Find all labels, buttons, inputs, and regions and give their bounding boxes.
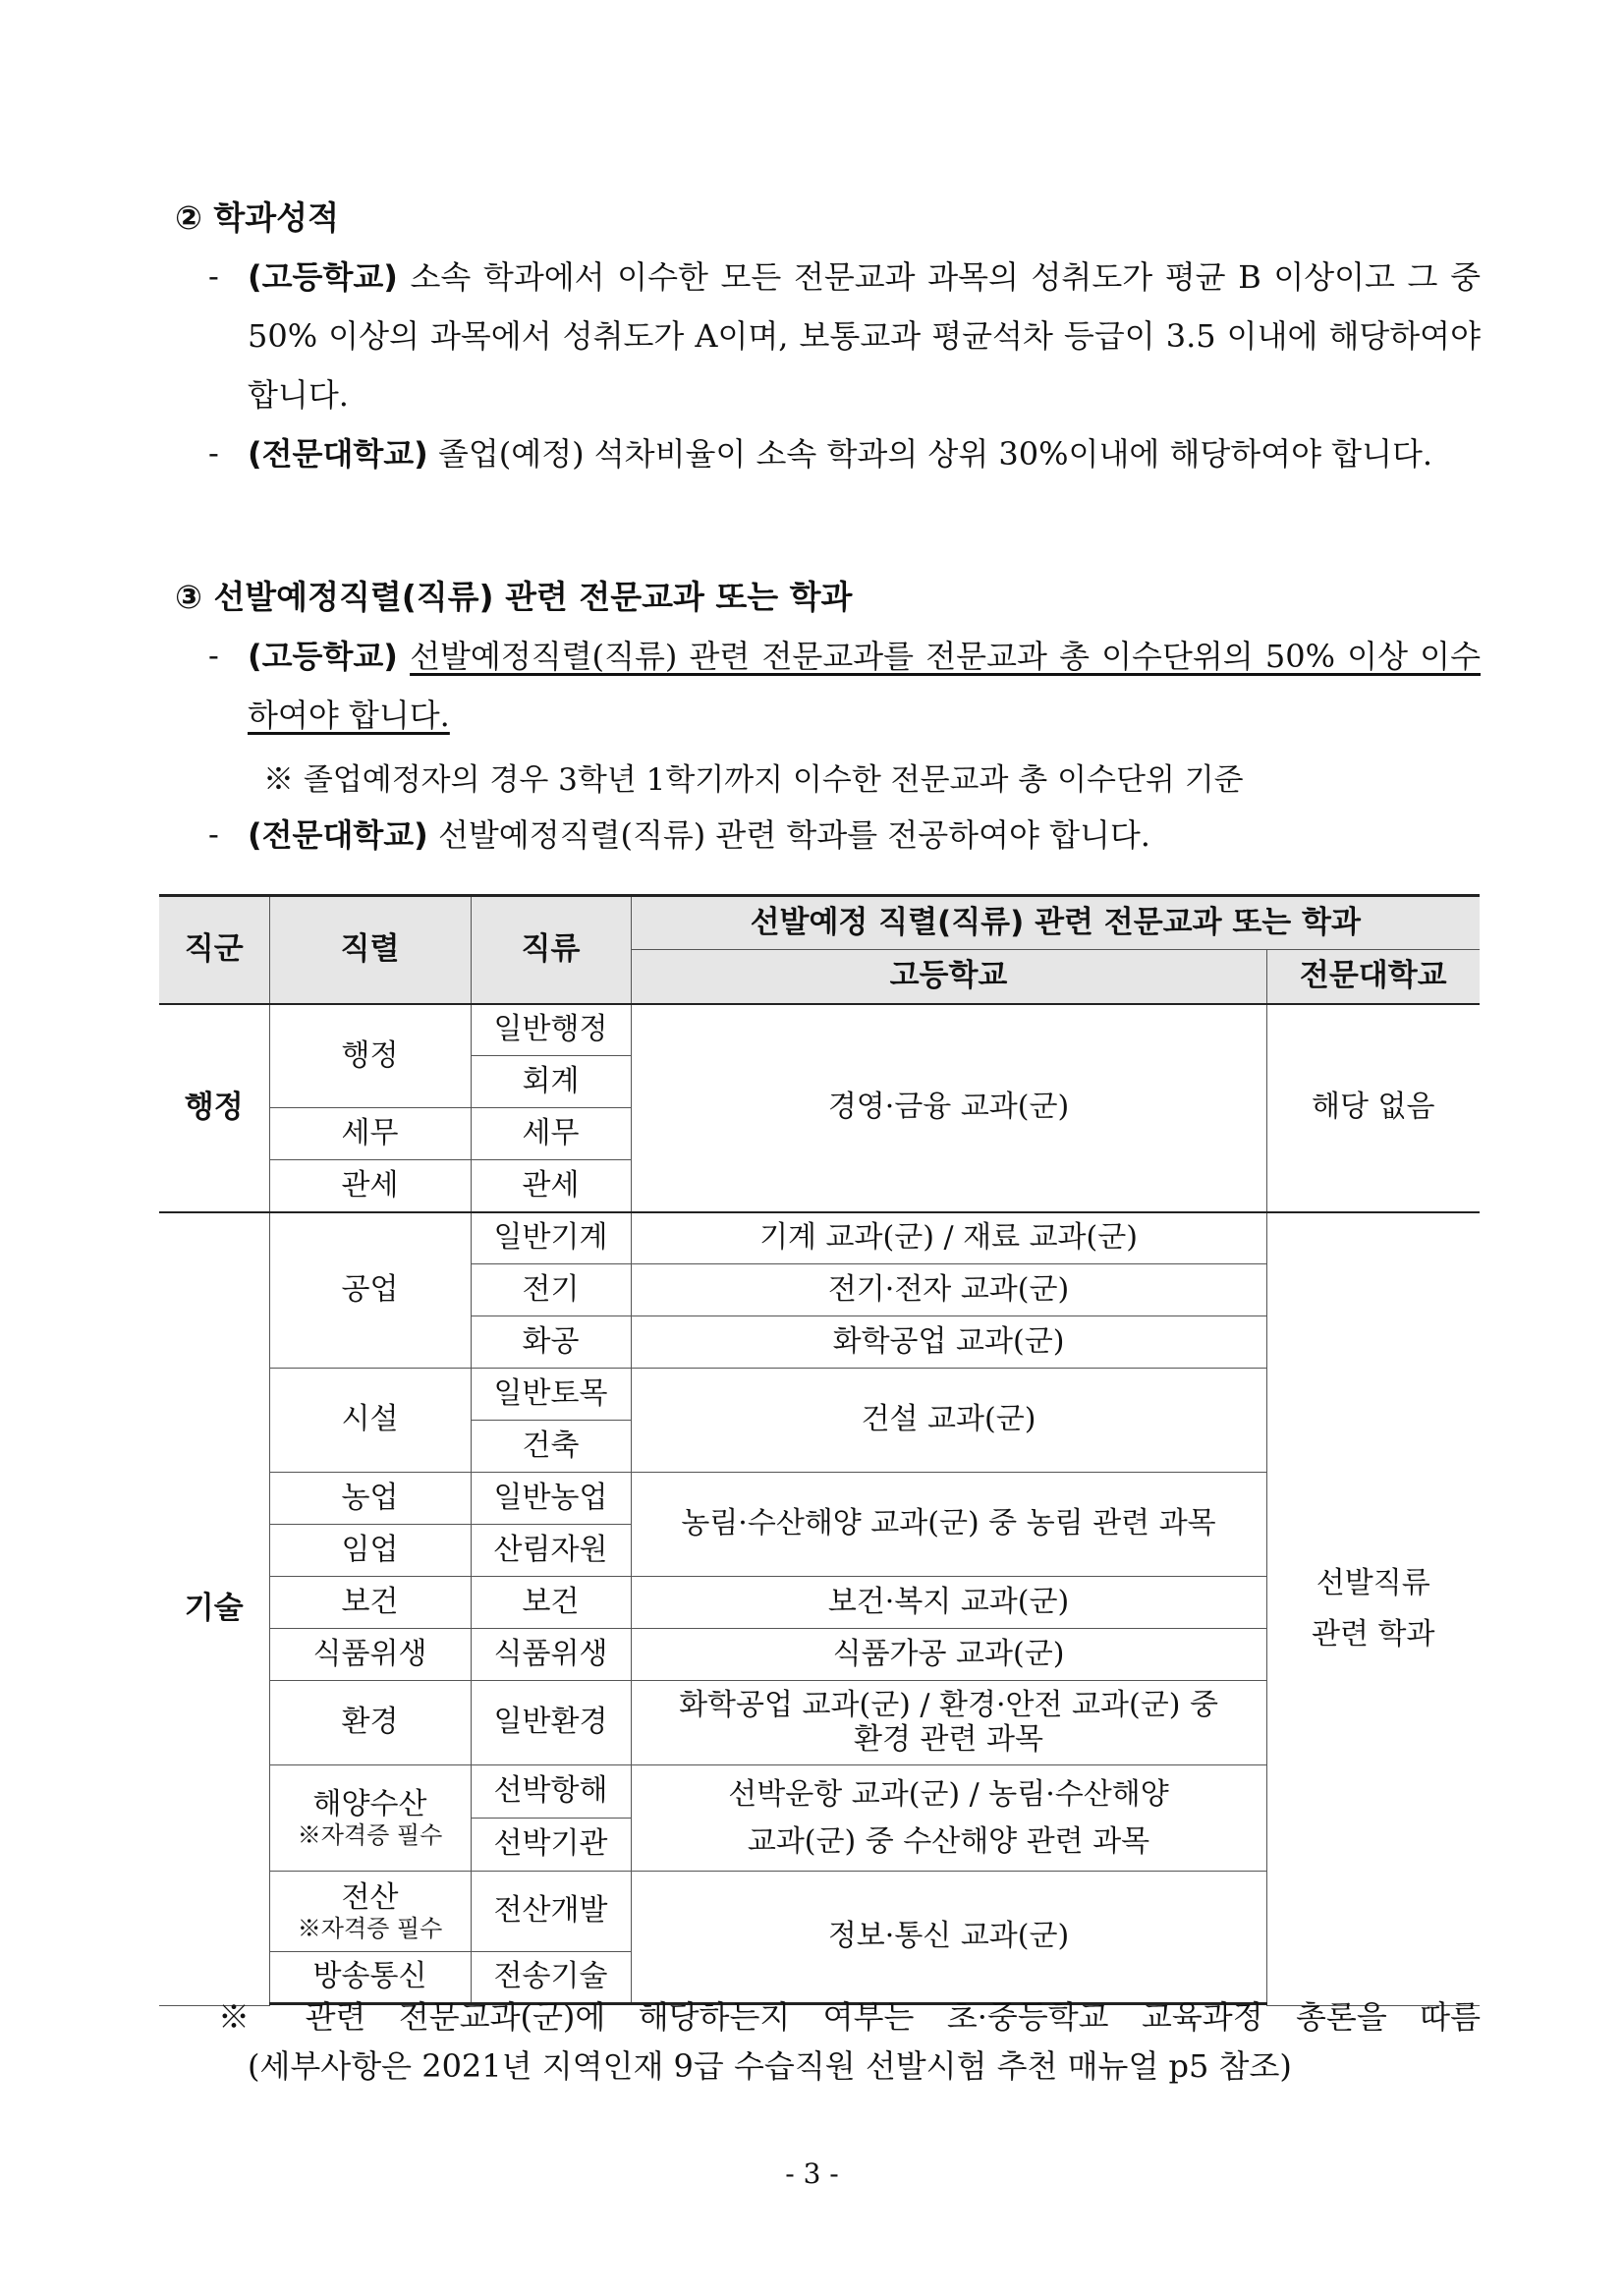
series-cell: 방송통신 (269, 1952, 471, 2004)
bullet-dash: - (208, 815, 219, 853)
series-cell: 임업 (269, 1525, 471, 1577)
highschool-line: 화학공업 교과(군) / 환경·안전 교과(군) 중 (679, 1688, 1218, 1722)
series-cell: 농업 (269, 1473, 471, 1525)
footnote-line-1: ※ 관련 전문교과(군)에 해당하는지 여부는 초·중등학교 교육과정 총론을 따름 (218, 1998, 1481, 2036)
bullet-dash: - (208, 637, 219, 674)
class-cell: 선박기관 (471, 1819, 631, 1872)
text-college-grades: 졸업(예정) 석차비율이 소속 학과의 상위 30%이내에 해당하여야 합니다. (427, 435, 1433, 473)
highschool-cell: 화학공업 교과(군) (631, 1316, 1266, 1369)
highschool-cell (631, 1765, 1266, 1872)
series-note: ※자격증 필수 (297, 1914, 443, 1942)
highschool-line: 환경 관련 과목 (854, 1721, 1043, 1757)
highschool-cell: 기계 교과(군) / 재료 교과(군) (631, 1212, 1266, 1264)
group-admin: 행정 (159, 1004, 269, 1212)
paragraph-college-related (248, 806, 1481, 865)
class-cell: 일반토목 (471, 1369, 631, 1421)
class-cell: 일반기계 (471, 1212, 631, 1264)
highschool-cell: 농림·수산해양 교과(군) 중 농림 관련 과목 (631, 1473, 1266, 1577)
class-cell: 건축 (471, 1421, 631, 1473)
section-heading-related: ③ 선발예정직렬(직류) 관련 전문교과 또는 학과 (175, 578, 853, 616)
series-label: 해양수산 (312, 1787, 427, 1822)
paragraph-highschool-related (248, 627, 1481, 745)
series-cell: 시설 (269, 1369, 471, 1473)
college-line: 관련 학과 (1312, 1616, 1435, 1651)
note-graduating: ※ 졸업예정자의 경우 3학년 1학기까지 이수한 전문교과 총 이수단위 기준 (263, 762, 1244, 798)
class-cell: 일반행정 (471, 1004, 631, 1056)
header-related: 선발예정 직렬(직류) 관련 전문교과 또는 학과 (631, 896, 1480, 950)
series-label: 전산 (341, 1880, 399, 1916)
paragraph-college-grades (248, 424, 1481, 483)
class-cell: 화공 (471, 1316, 631, 1369)
highschool-cell: 전기·전자 교과(군) (631, 1264, 1266, 1316)
series-cell: 관세 (269, 1160, 471, 1212)
class-cell: 보건 (471, 1577, 631, 1629)
series-note: ※자격증 필수 (297, 1820, 443, 1849)
college-cell: 해당 없음 (1266, 1004, 1480, 1212)
tag-college: (전문대학교) (248, 435, 428, 473)
class-cell: 회계 (471, 1056, 631, 1108)
bullet-dash: - (208, 257, 219, 295)
class-cell: 전송기술 (471, 1952, 631, 2004)
class-cell: 전기 (471, 1264, 631, 1316)
bullet-dash: - (208, 434, 219, 472)
series-cell: 환경 (269, 1681, 471, 1765)
series-cell: 공업 (269, 1212, 471, 1369)
highschool-cell (631, 1681, 1266, 1765)
series-cell: 세무 (269, 1108, 471, 1160)
group-tech: 기술 (159, 1212, 269, 2006)
class-cell: 식품위생 (471, 1629, 631, 1681)
class-cell: 전산개발 (471, 1872, 631, 1952)
highschool-line: 선박운항 교과(군) / 농림·수산해양 (728, 1776, 1169, 1812)
highschool-line: 교과(군) 중 수산해양 관련 과목 (747, 1823, 1150, 1859)
header-series: 직렬 (269, 896, 471, 1004)
underlined-requirement: 선발예정직렬(직류) 관련 전문교과를 전문교과 총 이수단위의 50% 이상 이수하여야 합니다. (248, 638, 1481, 734)
highschool-cell: 보건·복지 교과(군) (631, 1577, 1266, 1629)
class-cell: 일반농업 (471, 1473, 631, 1525)
tag-highschool: (고등학교) (248, 638, 398, 675)
series-cell (269, 1765, 471, 1872)
footnote (218, 1992, 1481, 2091)
highschool-cell: 정보·통신 교과(군) (631, 1872, 1266, 2004)
header-highschool: 고등학교 (631, 950, 1266, 1004)
tag-highschool: (고등학교) (248, 258, 398, 296)
class-cell: 관세 (471, 1160, 631, 1212)
series-cell: 보건 (269, 1577, 471, 1629)
highschool-cell: 식품가공 교과(군) (631, 1629, 1266, 1681)
header-college: 전문대학교 (1266, 950, 1480, 1004)
series-cell: 식품위생 (269, 1629, 471, 1681)
page-number: - 3 - (785, 2157, 839, 2190)
footnote-line-2: (세부사항은 2021년 지역인재 9급 수습직원 선발시험 추천 매뉴얼 p5 참조) (248, 2047, 1292, 2085)
text-highschool-grades: 소속 학과에서 이수한 모든 전문교과 과목의 성취도가 평균 B 이상이고 그 중 50% 이상의 과목에서 성취도가 A이며, 보통교과 평균석차 등급이 3.5 이내에 해당하여야 합니다. (248, 258, 1481, 414)
college-cell (1266, 1212, 1480, 2006)
text-college-related: 선발예정직렬(직류) 관련 학과를 전공하여야 합니다. (427, 816, 1150, 854)
class-cell: 세무 (471, 1108, 631, 1160)
class-cell: 선박항해 (471, 1765, 631, 1819)
section-heading-grades: ② 학과성적 (175, 198, 339, 237)
class-cell: 산림자원 (471, 1525, 631, 1577)
header-group: 직군 (159, 896, 269, 1004)
tag-college: (전문대학교) (248, 816, 428, 854)
class-cell: 일반환경 (471, 1681, 631, 1765)
paragraph-highschool-grades (248, 248, 1481, 424)
highschool-cell: 건설 교과(군) (631, 1369, 1266, 1473)
requirements-table (159, 894, 1480, 2006)
highschool-cell: 경영·금융 교과(군) (631, 1004, 1266, 1212)
series-cell (269, 1872, 471, 1952)
header-class: 직류 (471, 896, 631, 1004)
series-cell: 행정 (269, 1004, 471, 1108)
college-line: 선발직류 (1316, 1565, 1430, 1600)
